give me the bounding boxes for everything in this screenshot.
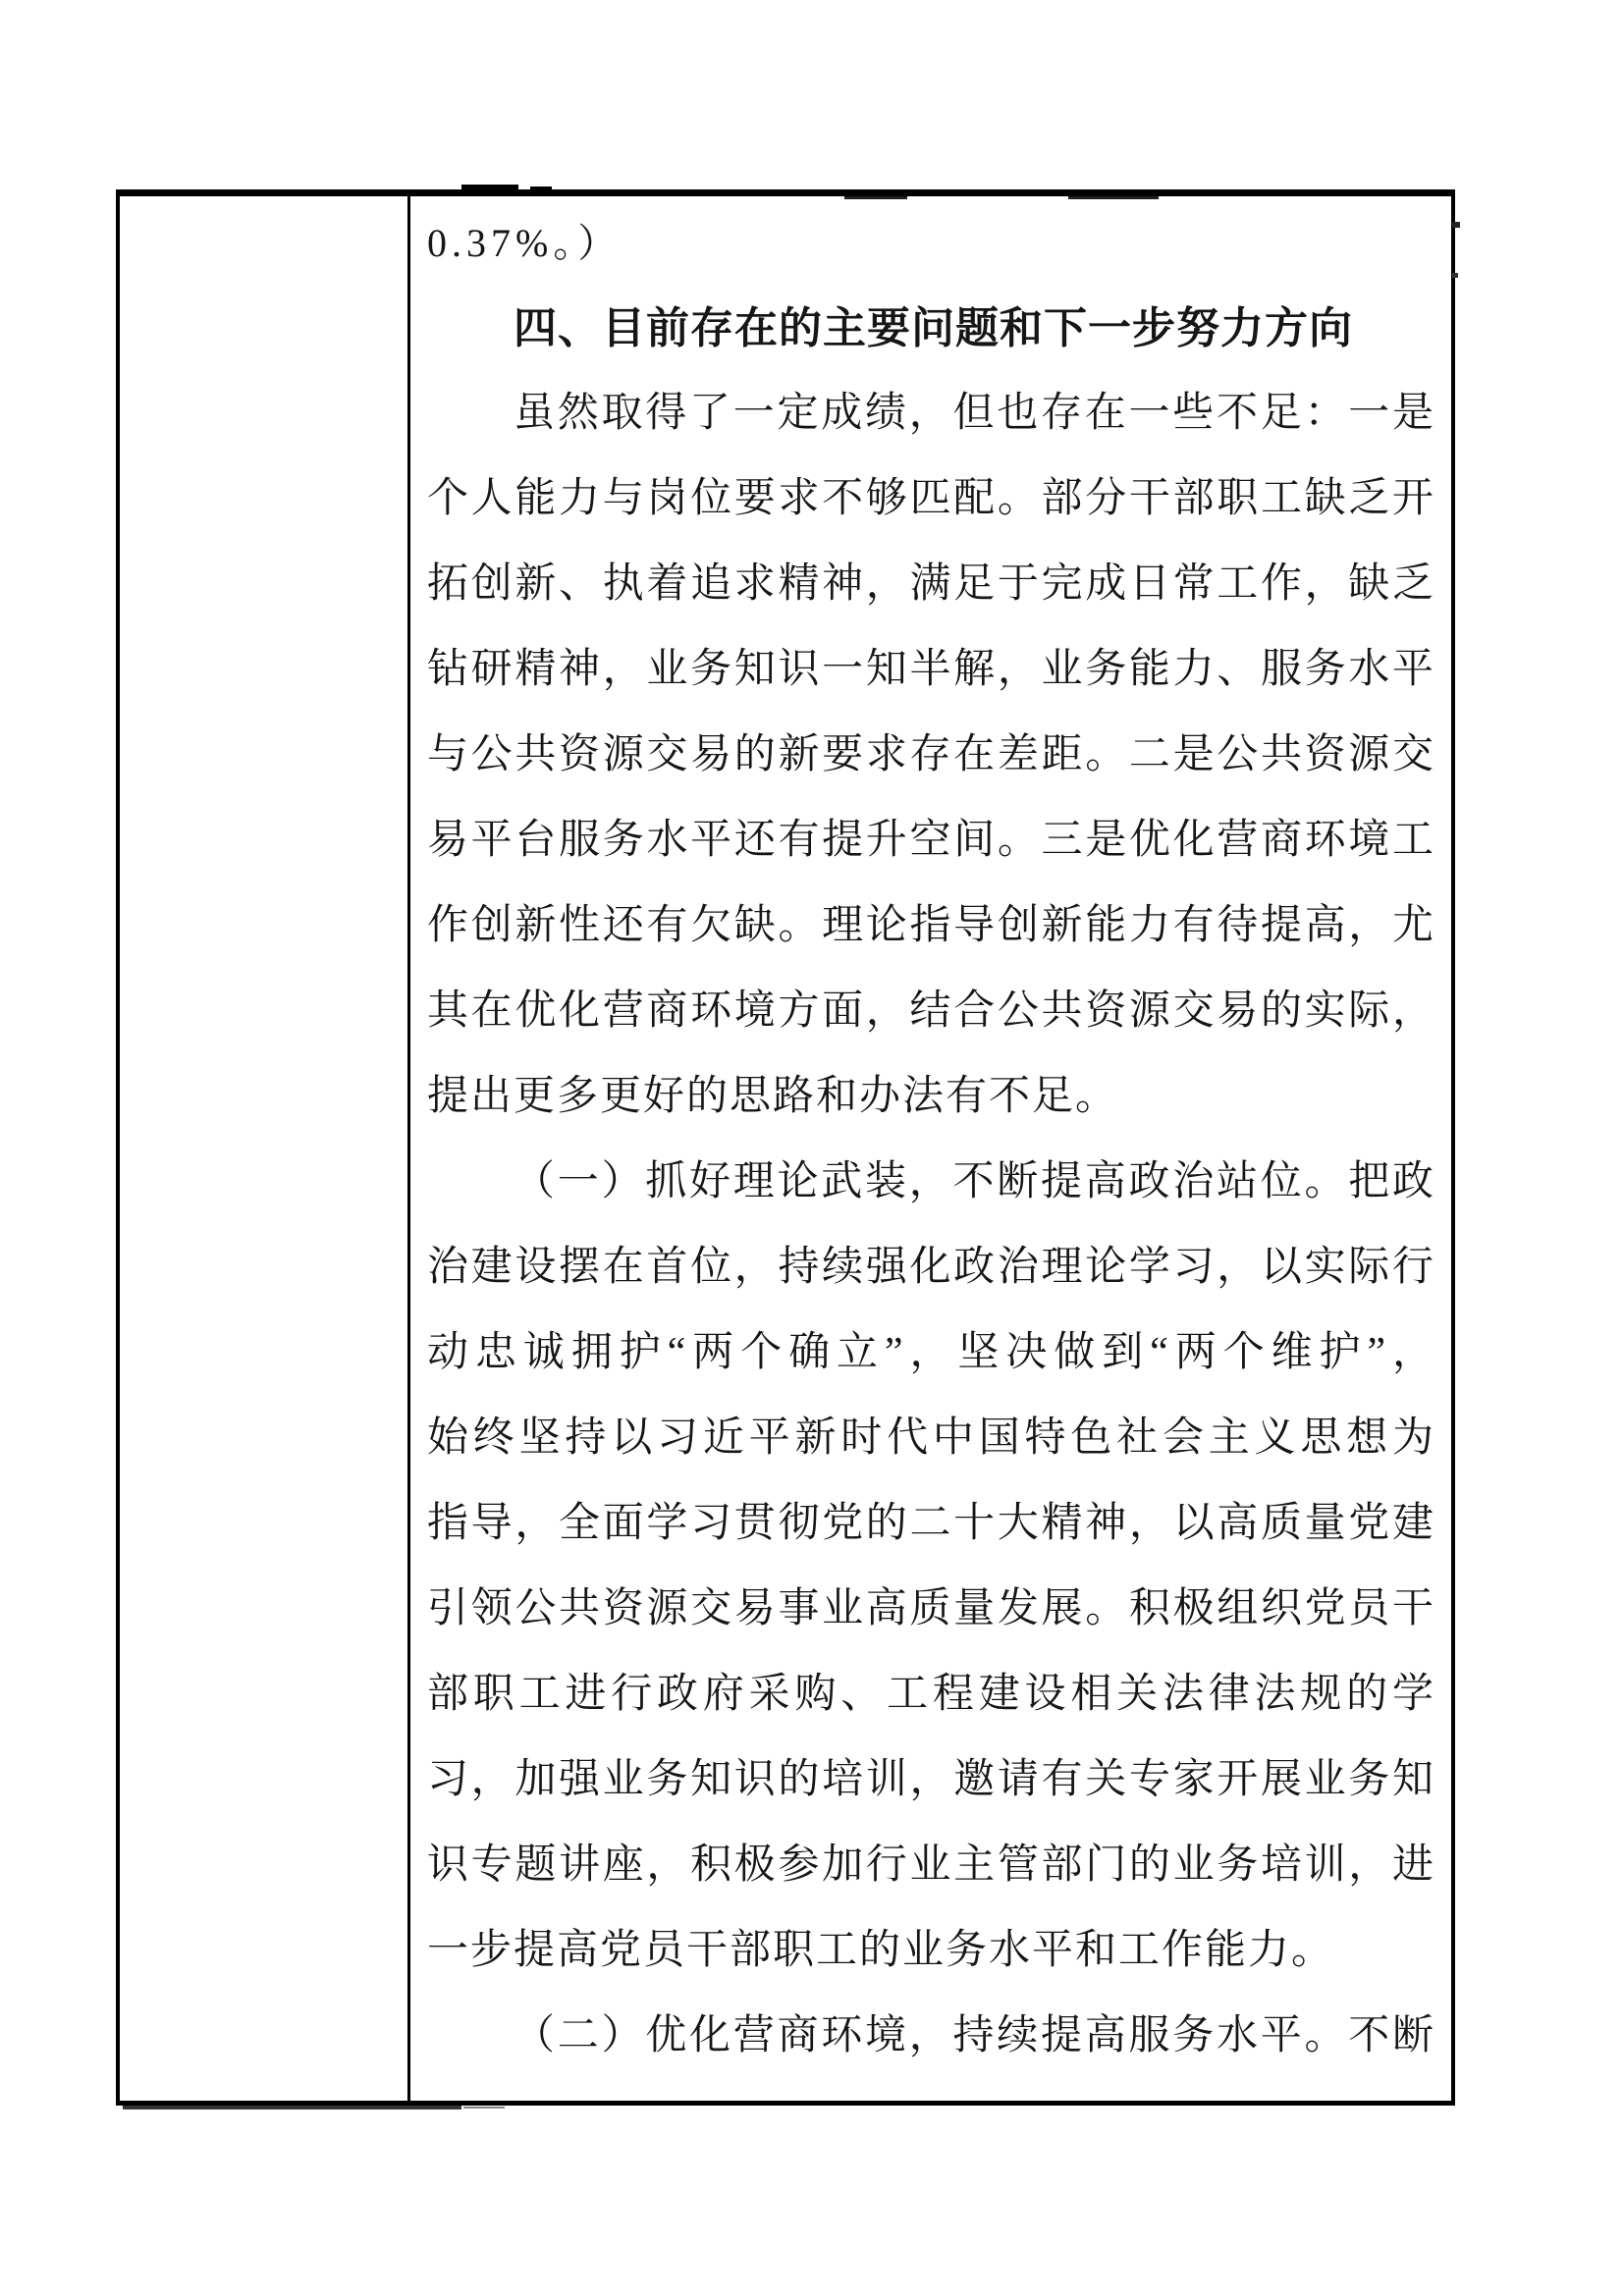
text-line-18: 部职工进行政府采购、工程建设相关法律法规的学 bbox=[427, 1672, 1435, 1717]
scan-smudge bbox=[1452, 222, 1460, 228]
text-line-10: 其在优化营商环境方面，结合公共资源交易的实际， bbox=[427, 988, 1435, 1034]
scan-smudge bbox=[844, 196, 907, 199]
scan-smudge bbox=[1452, 273, 1458, 278]
text-line-5: 拓创新、执着追求精神，满足于完成日常工作，缺乏 bbox=[427, 561, 1435, 607]
section-heading: 四、目前存在的主要问题和下一步努力方向 bbox=[514, 304, 1353, 352]
text-line-12: （一）抓好理论武装，不断提高政治站位。把政 bbox=[514, 1159, 1435, 1204]
text-line-1: 0.37%。） bbox=[427, 221, 622, 265]
column-divider bbox=[407, 196, 410, 2101]
text-line-13: 治建设摆在首位，持续强化政治理论学习，以实际行 bbox=[427, 1245, 1435, 1290]
text-line-7: 与公共资源交易的新要求存在差距。二是公共资源交 bbox=[427, 732, 1435, 777]
text-line-15: 始终坚持以习近平新时代中国特色社会主义思想为 bbox=[427, 1415, 1435, 1461]
text-line-19: 习，加强业务知识的培训，邀请有关专家开展业务知 bbox=[427, 1757, 1435, 1802]
scan-smudge bbox=[123, 2106, 461, 2109]
text-line-17: 引领公共资源交易事业高质量发展。积极组织党员干 bbox=[427, 1586, 1435, 1631]
text-line-6: 钻研精神，业务知识一知半解，业务能力、服务水平 bbox=[427, 647, 1435, 692]
text-line-4: 个人能力与岗位要求不够匹配。部分干部职工缺乏开 bbox=[427, 476, 1435, 521]
text-line-21: 一步提高党员干部职工的业务水平和工作能力。 bbox=[427, 1928, 1335, 1973]
text-line-22: （二）优化营商环境，持续提高服务水平。不断 bbox=[514, 2013, 1435, 2058]
text-line-8: 易平台服务水平还有提升空间。三是优化营商环境工 bbox=[427, 818, 1435, 863]
text-line-16: 指导，全面学习贯彻党的二十大精神，以高质量党建 bbox=[427, 1501, 1435, 1546]
text-line-20: 识专题讲座，积极参加行业主管部门的业务培训，进 bbox=[427, 1842, 1435, 1888]
scan-smudge bbox=[463, 2107, 505, 2109]
text-line-3: 虽然取得了一定成绩，但也存在一些不足：一是 bbox=[514, 391, 1435, 436]
scan-smudge bbox=[461, 185, 518, 190]
text-line-14: 动忠诚拥护“两个确立”，坚决做到“两个维护”， bbox=[427, 1330, 1435, 1375]
text-line-11: 提出更多更好的思路和办法有不足。 bbox=[427, 1074, 1119, 1119]
label-column-cell bbox=[120, 196, 407, 2101]
text-line-9: 作创新性还有欠缺。理论指导创新能力有待提高，尤 bbox=[427, 903, 1435, 948]
scan-smudge bbox=[530, 187, 552, 191]
scan-smudge bbox=[1068, 196, 1159, 199]
report-form-table bbox=[116, 189, 1455, 2106]
content-column-cell bbox=[427, 200, 1435, 2079]
